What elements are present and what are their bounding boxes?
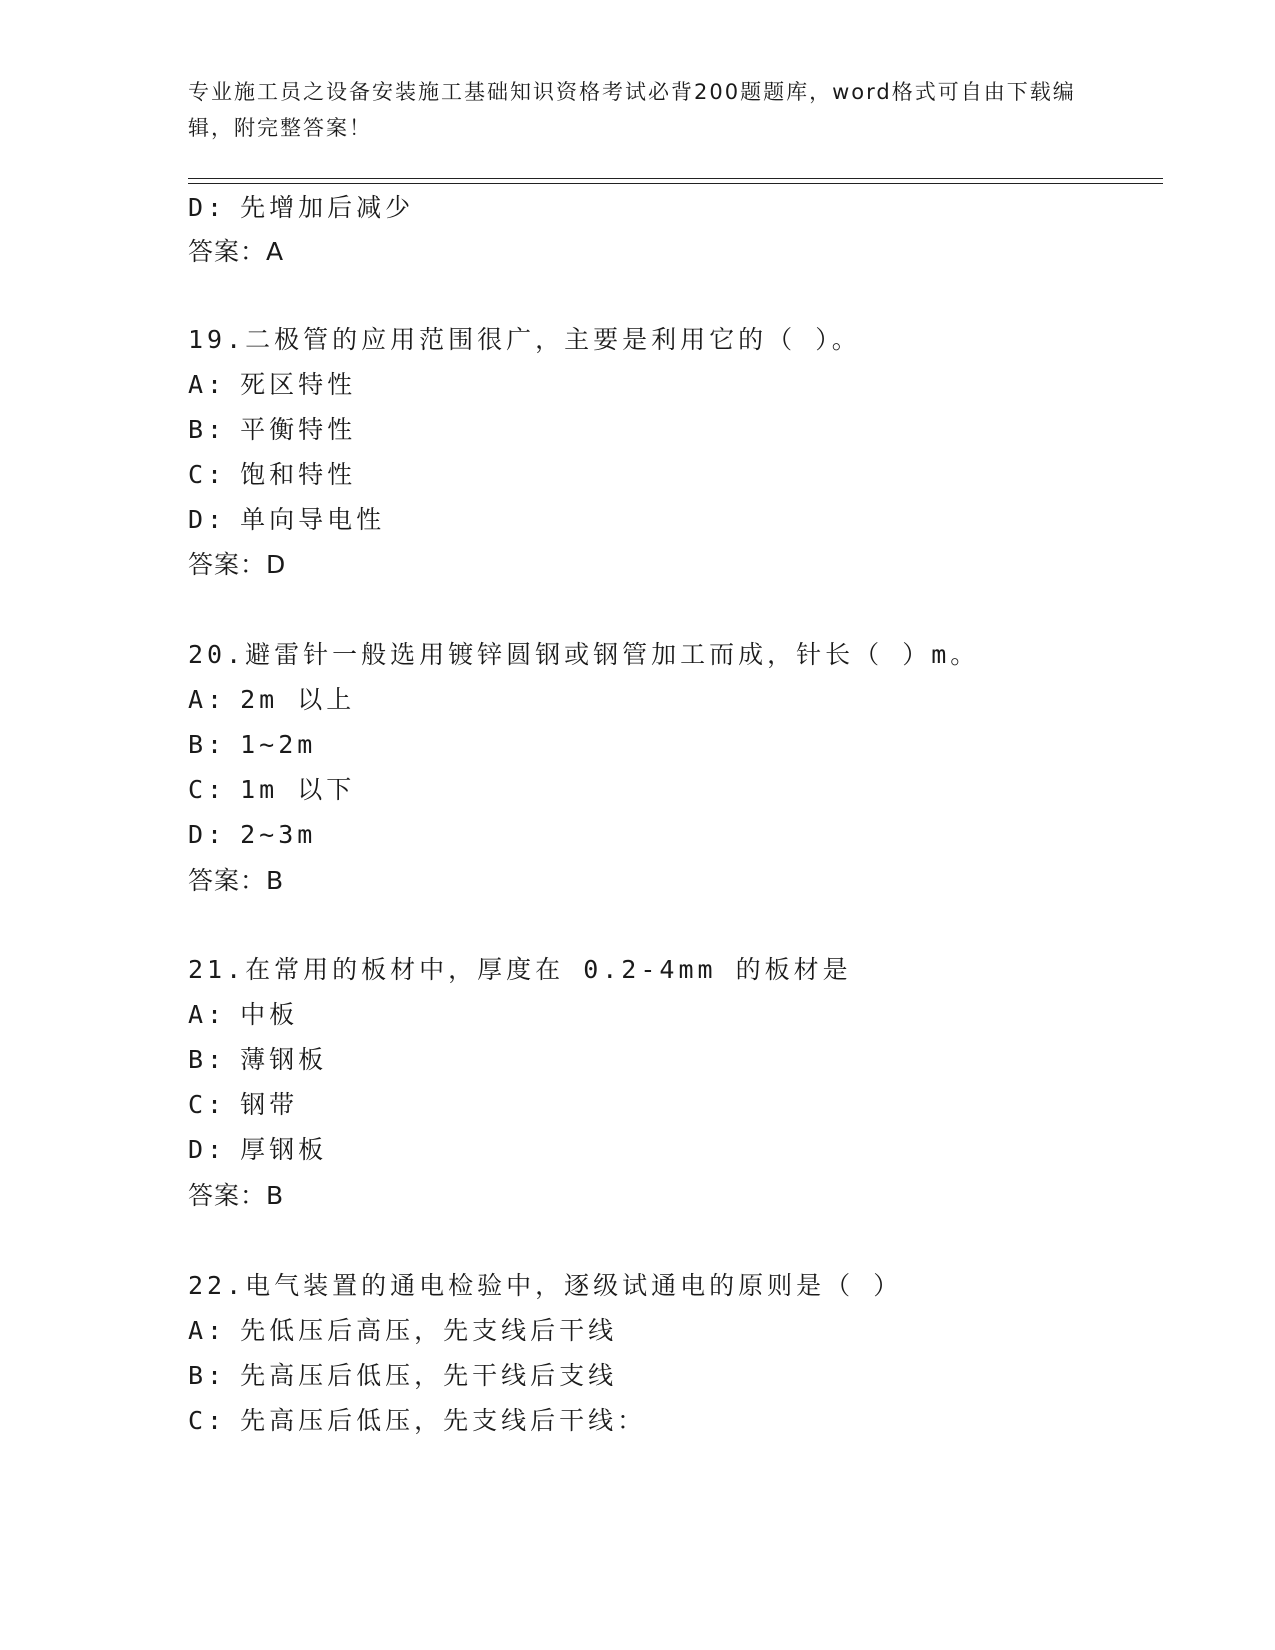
option-key: C:	[188, 460, 227, 489]
q21-answer: 答案：B	[188, 1181, 285, 1210]
q19-option-c	[188, 460, 356, 490]
q22-option-a	[188, 1316, 617, 1346]
q21-stem: 21.在常用的板材中，厚度在 0.2-4mm 的板材是	[188, 955, 852, 984]
q22-option-c	[188, 1406, 646, 1436]
option-key: C:	[188, 1406, 227, 1435]
prev-answer: 答案：A	[188, 237, 285, 266]
q22-stem: 22.电气装置的通电检验中，逐级试通电的原则是（ ）	[188, 1271, 903, 1300]
option-text: 1m 以下	[240, 775, 356, 804]
option-text: 中板	[240, 1000, 299, 1029]
q21-option-a	[188, 1000, 298, 1030]
option-key: C:	[188, 1090, 227, 1119]
option-text: 先高压后低压，先干线后支线	[240, 1361, 618, 1390]
q20-option-b	[188, 730, 316, 760]
option-key: A:	[188, 685, 227, 714]
q21-option-b	[188, 1045, 327, 1075]
option-text: 1~2m	[240, 730, 317, 759]
option-key: B:	[188, 730, 227, 759]
q19-option-d	[188, 505, 385, 535]
option-key: D:	[188, 820, 227, 849]
option-text: 平衡特性	[240, 415, 357, 444]
option-text: 先增加后减少	[240, 193, 415, 222]
option-key: B:	[188, 1045, 227, 1074]
option-key: B:	[188, 1361, 227, 1390]
header-divider-top	[188, 178, 1163, 179]
q20-option-d	[188, 820, 316, 850]
q20-option-a	[188, 685, 355, 715]
option-key: D:	[188, 1135, 227, 1164]
q19-option-a	[188, 370, 356, 400]
q19-option-b	[188, 415, 356, 445]
option-key: A:	[188, 1000, 227, 1029]
option-text: 薄钢板	[240, 1045, 328, 1074]
q20-stem: 20.避雷针一般选用镀锌圆钢或钢管加工而成，针长（ ）m。	[188, 640, 980, 669]
q19-stem: 19.二极管的应用范围很广，主要是利用它的（ ）。	[188, 325, 861, 354]
option-text: 2m 以上	[240, 685, 356, 714]
option-text: 先低压后高压，先支线后干线	[240, 1316, 618, 1345]
option-key: A:	[188, 1316, 227, 1345]
option-key: B:	[188, 415, 227, 444]
q20-answer: 答案：B	[188, 866, 285, 895]
option-key: A:	[188, 370, 227, 399]
q19-answer: 答案：D	[188, 550, 287, 579]
q21-option-d	[188, 1135, 327, 1165]
document-header: 专业施工员之设备安装施工基础知识资格考试必背200题题库，word格式可自由下载编辑，附完整答案！	[188, 80, 1076, 140]
option-text: 钢带	[240, 1090, 299, 1119]
option-key: D:	[188, 505, 227, 534]
option-key: C:	[188, 775, 227, 804]
q22-option-b	[188, 1361, 617, 1391]
option-text: 厚钢板	[240, 1135, 328, 1164]
header-divider-bottom	[188, 183, 1163, 184]
option-text: 先高压后低压，先支线后干线：	[240, 1406, 647, 1435]
prev-option-d	[188, 193, 414, 223]
q21-option-c	[188, 1090, 298, 1120]
q20-option-c	[188, 775, 355, 805]
option-text: 2~3m	[240, 820, 317, 849]
option-key: D:	[188, 193, 227, 222]
option-text: 死区特性	[240, 370, 357, 399]
option-text: 饱和特性	[240, 460, 357, 489]
option-text: 单向导电性	[240, 505, 386, 534]
